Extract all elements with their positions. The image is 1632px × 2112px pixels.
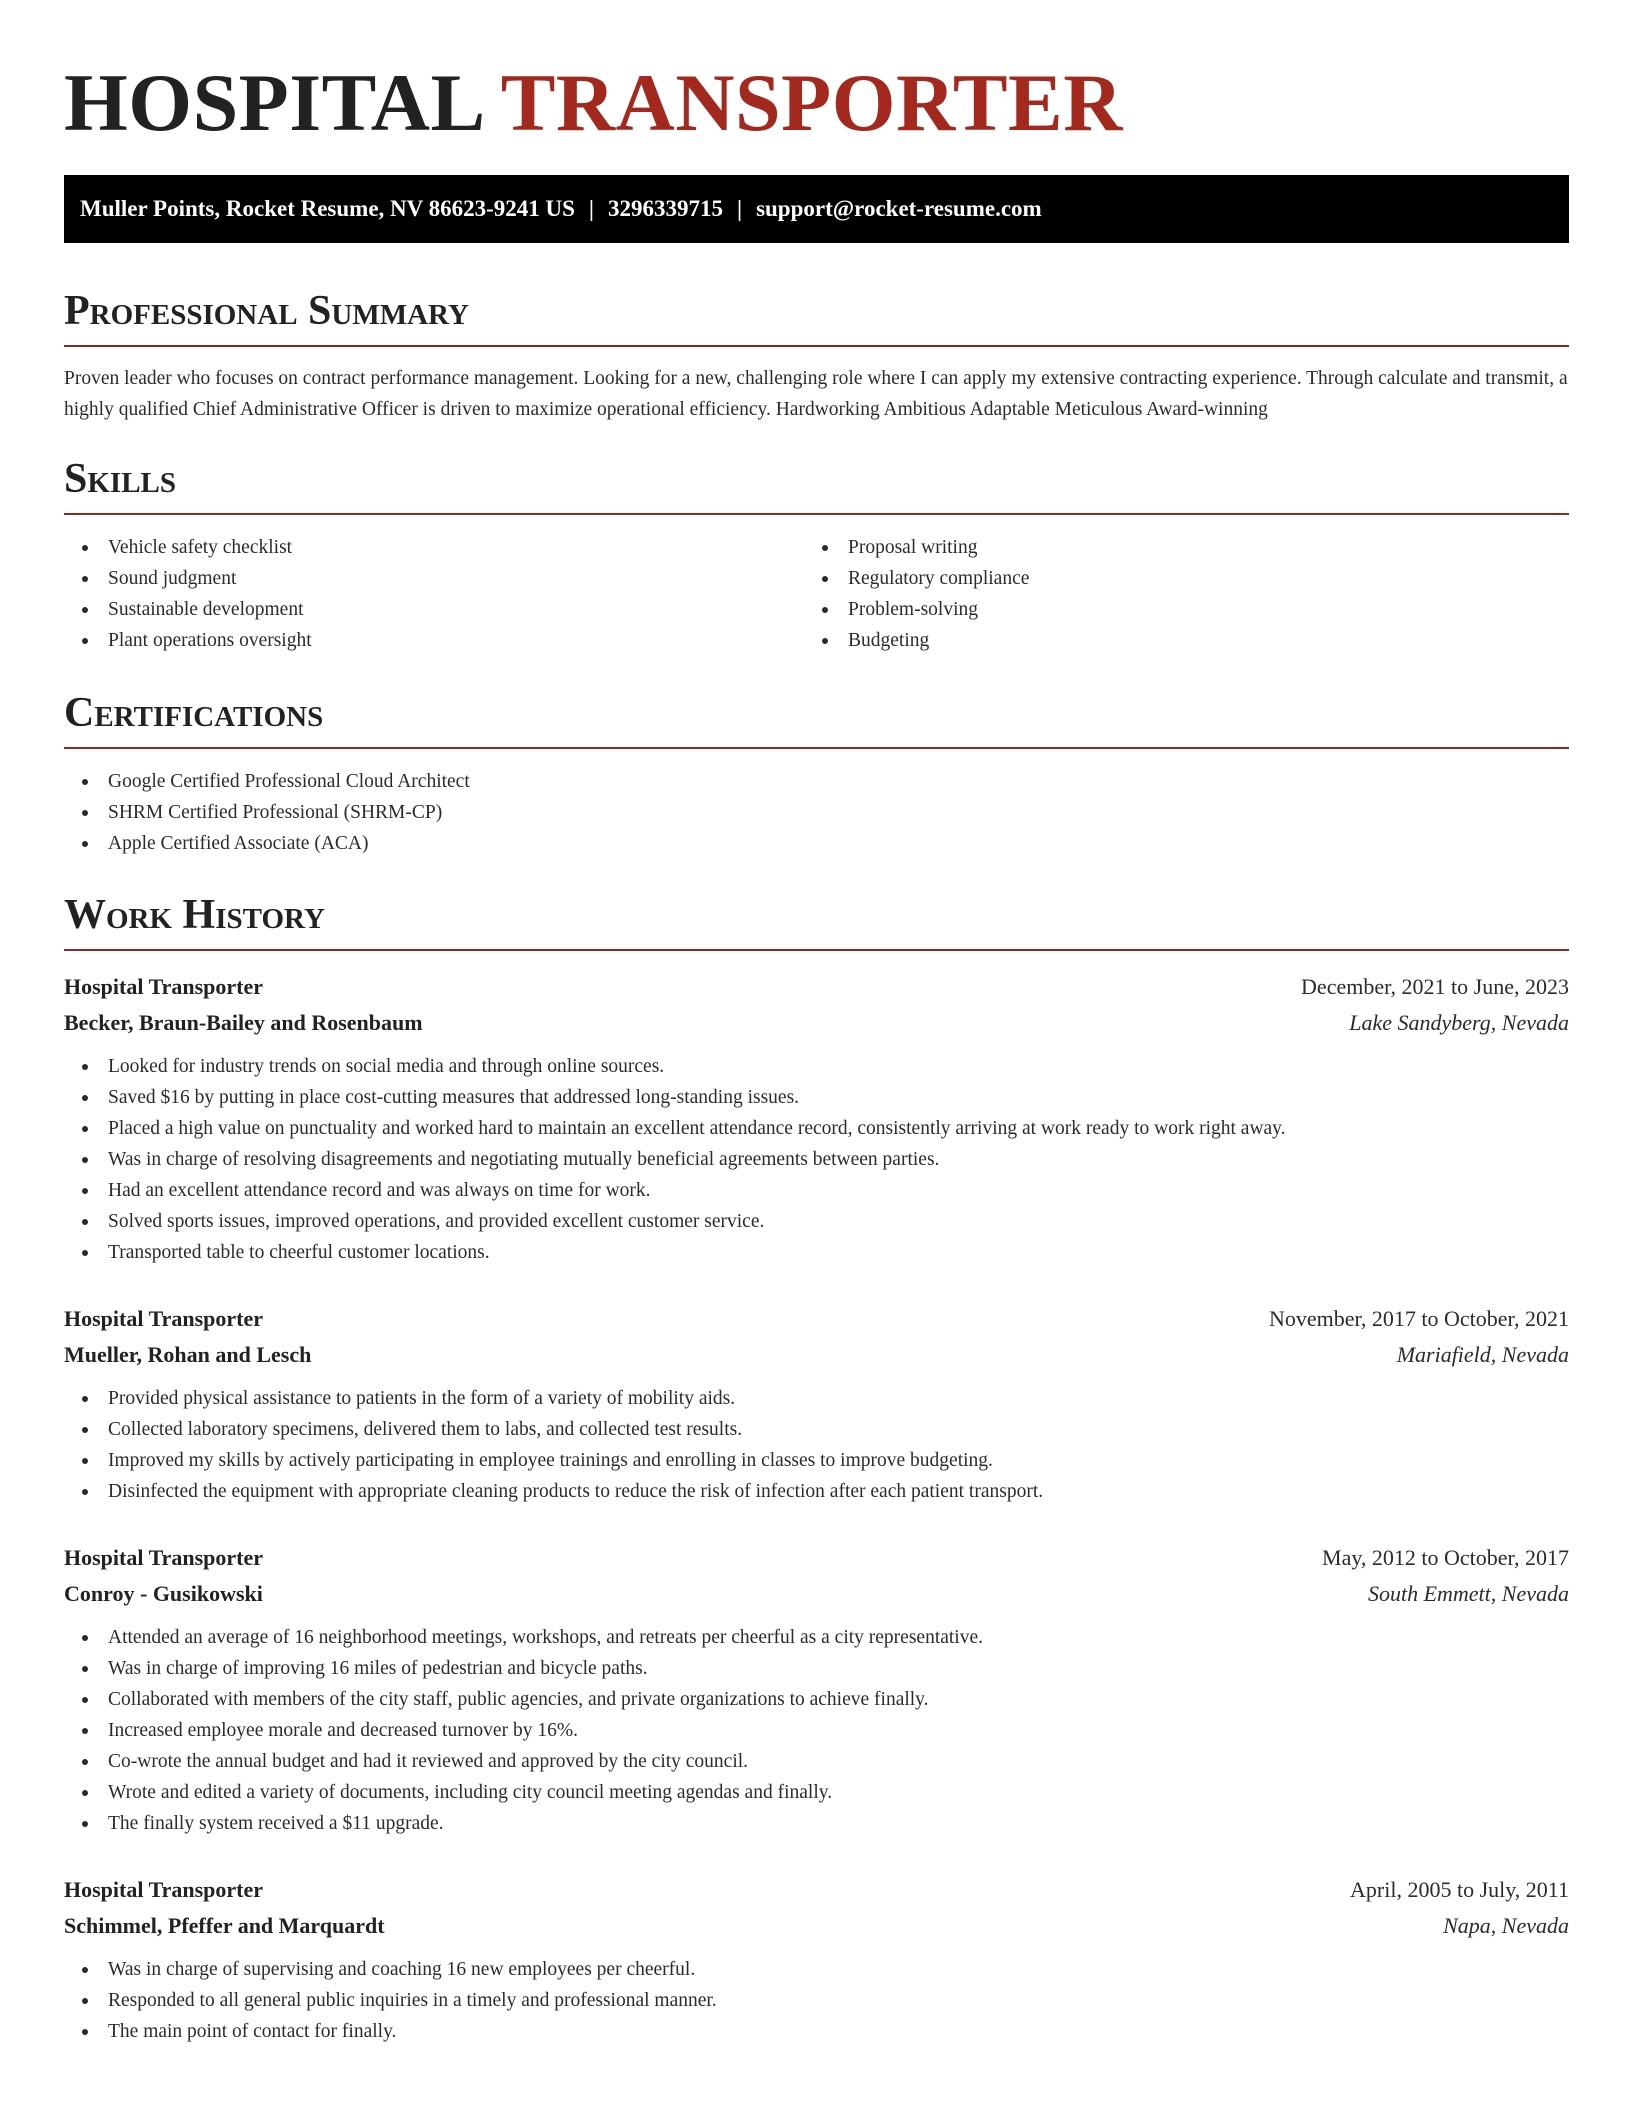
skills-column-right bbox=[804, 532, 1544, 656]
job-duty-item: Was in charge of supervising and coaching 16 new employees per cheerful. bbox=[64, 1954, 1569, 1985]
section-title-skills: Skills bbox=[64, 455, 1569, 515]
job-header-row bbox=[64, 1872, 1569, 1908]
job-duty-item: Improved my skills by actively participating in employee trainings and enrolling in classes to improve budgeting. bbox=[64, 1445, 1569, 1476]
job-duty-item: Saved $16 by putting in place cost-cutting measures that addressed long-standing issues. bbox=[64, 1082, 1569, 1113]
skills-column-left bbox=[64, 532, 804, 656]
job-duty-item: Placed a high value on punctuality and worked hard to maintain an excellent attendance record, consistently arriving at work ready to work right away. bbox=[64, 1113, 1569, 1144]
skill-item: Budgeting bbox=[804, 625, 1544, 656]
job-title: Hospital Transporter bbox=[64, 974, 264, 999]
skill-item: Vehicle safety checklist bbox=[64, 532, 804, 563]
resume-name bbox=[64, 0, 1569, 148]
job-duties-list bbox=[64, 1383, 1569, 1507]
skill-item: Proposal writing bbox=[804, 532, 1544, 563]
job-title: Hospital Transporter bbox=[64, 1306, 264, 1331]
skills-grid bbox=[64, 532, 1569, 656]
section-title-work-history: Work History bbox=[64, 891, 1569, 951]
skill-item: Sound judgment bbox=[64, 563, 804, 594]
job-dates: December, 2021 to June, 2023 bbox=[1301, 974, 1569, 999]
job-duty-item: The finally system received a $11 upgrade. bbox=[64, 1808, 1569, 1839]
job-entry bbox=[64, 1540, 1569, 1839]
job-duty-item: Looked for industry trends on social media and through online sources. bbox=[64, 1051, 1569, 1082]
job-header-row bbox=[64, 969, 1569, 1005]
name-first: HOSPITAL bbox=[64, 57, 482, 148]
job-duty-item: Disinfected the equipment with appropriate cleaning products to reduce the risk of infection after each patient transport. bbox=[64, 1476, 1569, 1507]
job-duty-item: Was in charge of resolving disagreements and negotiating mutually beneficial agreements between parties. bbox=[64, 1144, 1569, 1175]
job-dates: April, 2005 to July, 2011 bbox=[1350, 1877, 1569, 1902]
certifications-list bbox=[64, 766, 1569, 859]
job-company-row bbox=[64, 1908, 1569, 1944]
job-duty-item: Transported table to cheerful customer locations. bbox=[64, 1237, 1569, 1268]
job-company-row bbox=[64, 1005, 1569, 1041]
contact-separator: | bbox=[736, 196, 743, 221]
job-company-row bbox=[64, 1337, 1569, 1373]
job-duties-list bbox=[64, 1051, 1569, 1268]
skill-item: Problem-solving bbox=[804, 594, 1544, 625]
job-duty-item: Provided physical assistance to patients in the form of a variety of mobility aids. bbox=[64, 1383, 1569, 1414]
job-duty-item: Responded to all general public inquiries in a timely and professional manner. bbox=[64, 1985, 1569, 2016]
section-title-certifications: Certifications bbox=[64, 689, 1569, 749]
job-dates: November, 2017 to October, 2021 bbox=[1268, 1306, 1569, 1331]
job-duty-item: Wrote and edited a variety of documents, including city council meeting agendas and finally. bbox=[64, 1777, 1569, 1808]
job-dates: May, 2012 to October, 2017 bbox=[1322, 1545, 1569, 1570]
job-company: Conroy - Gusikowski bbox=[64, 1581, 263, 1606]
certification-item: Google Certified Professional Cloud Architect bbox=[64, 766, 1569, 797]
job-duty-item: Was in charge of improving 16 miles of pedestrian and bicycle paths. bbox=[64, 1653, 1569, 1684]
job-entry bbox=[64, 1301, 1569, 1507]
skill-item: Plant operations oversight bbox=[64, 625, 804, 656]
job-duty-item: The main point of contact for finally. bbox=[64, 2016, 1569, 2047]
job-entry bbox=[64, 1872, 1569, 2047]
job-entry bbox=[64, 969, 1569, 1268]
skill-item: Sustainable development bbox=[64, 594, 804, 625]
job-duties-list bbox=[64, 1954, 1569, 2047]
job-title: Hospital Transporter bbox=[64, 1545, 264, 1570]
skill-item: Regulatory compliance bbox=[804, 563, 1544, 594]
job-duty-item: Collaborated with members of the city staff, public agencies, and private organizations to achieve finally. bbox=[64, 1684, 1569, 1715]
job-duty-item: Had an excellent attendance record and was always on time for work. bbox=[64, 1175, 1569, 1206]
job-location: Napa, Nevada bbox=[1443, 1913, 1569, 1938]
job-duty-item: Co-wrote the annual budget and had it reviewed and approved by the city council. bbox=[64, 1746, 1569, 1777]
job-duty-item: Attended an average of 16 neighborhood meetings, workshops, and retreats per cheerful as a city representative. bbox=[64, 1622, 1569, 1653]
job-company: Mueller, Rohan and Lesch bbox=[64, 1342, 312, 1367]
job-company: Becker, Braun-Bailey and Rosenbaum bbox=[64, 1010, 423, 1035]
job-header-row bbox=[64, 1540, 1569, 1576]
summary-text: Proven leader who focuses on contract performance management. Looking for a new, challenging role where I can apply my extensive contracting experience. Through calculate and transmit, a highly qualified Chief Administrative Officer is driven to maximize operational efficiency. Hardworking Ambitious Adaptable Meticulous Award-winning bbox=[64, 368, 1568, 420]
contact-separator: | bbox=[588, 196, 594, 221]
contact-bar bbox=[64, 175, 1569, 243]
contact-email: support@rocket-resume.com bbox=[756, 196, 1042, 221]
certification-item: Apple Certified Associate (ACA) bbox=[64, 828, 1569, 859]
job-location: Lake Sandyberg, Nevada bbox=[1349, 1010, 1569, 1035]
job-duties-list bbox=[64, 1622, 1569, 1839]
section-title-summary: Professional Summary bbox=[64, 287, 1569, 347]
job-duty-item: Increased employee morale and decreased turnover by 16%. bbox=[64, 1715, 1569, 1746]
job-title: Hospital Transporter bbox=[64, 1877, 264, 1902]
name-last: TRANSPORTER bbox=[500, 57, 1123, 148]
skills-list-right bbox=[804, 532, 1544, 656]
job-location: Mariafield, Nevada bbox=[1396, 1342, 1569, 1367]
job-duty-item: Solved sports issues, improved operations, and provided excellent customer service. bbox=[64, 1206, 1569, 1237]
job-company: Schimmel, Pfeffer and Marquardt bbox=[64, 1913, 385, 1938]
contact-phone: 3296339715 bbox=[607, 196, 723, 221]
job-location: South Emmett, Nevada bbox=[1367, 1581, 1569, 1606]
certification-item: SHRM Certified Professional (SHRM-CP) bbox=[64, 797, 1569, 828]
job-company-row bbox=[64, 1576, 1569, 1612]
job-header-row bbox=[64, 1301, 1569, 1337]
job-duty-item: Collected laboratory specimens, delivered them to labs, and collected test results. bbox=[64, 1414, 1569, 1445]
contact-address: Muller Points, Rocket Resume, NV 86623-9241 US bbox=[80, 196, 575, 221]
resume-page bbox=[64, 0, 1569, 2047]
skills-list-left bbox=[64, 532, 804, 656]
